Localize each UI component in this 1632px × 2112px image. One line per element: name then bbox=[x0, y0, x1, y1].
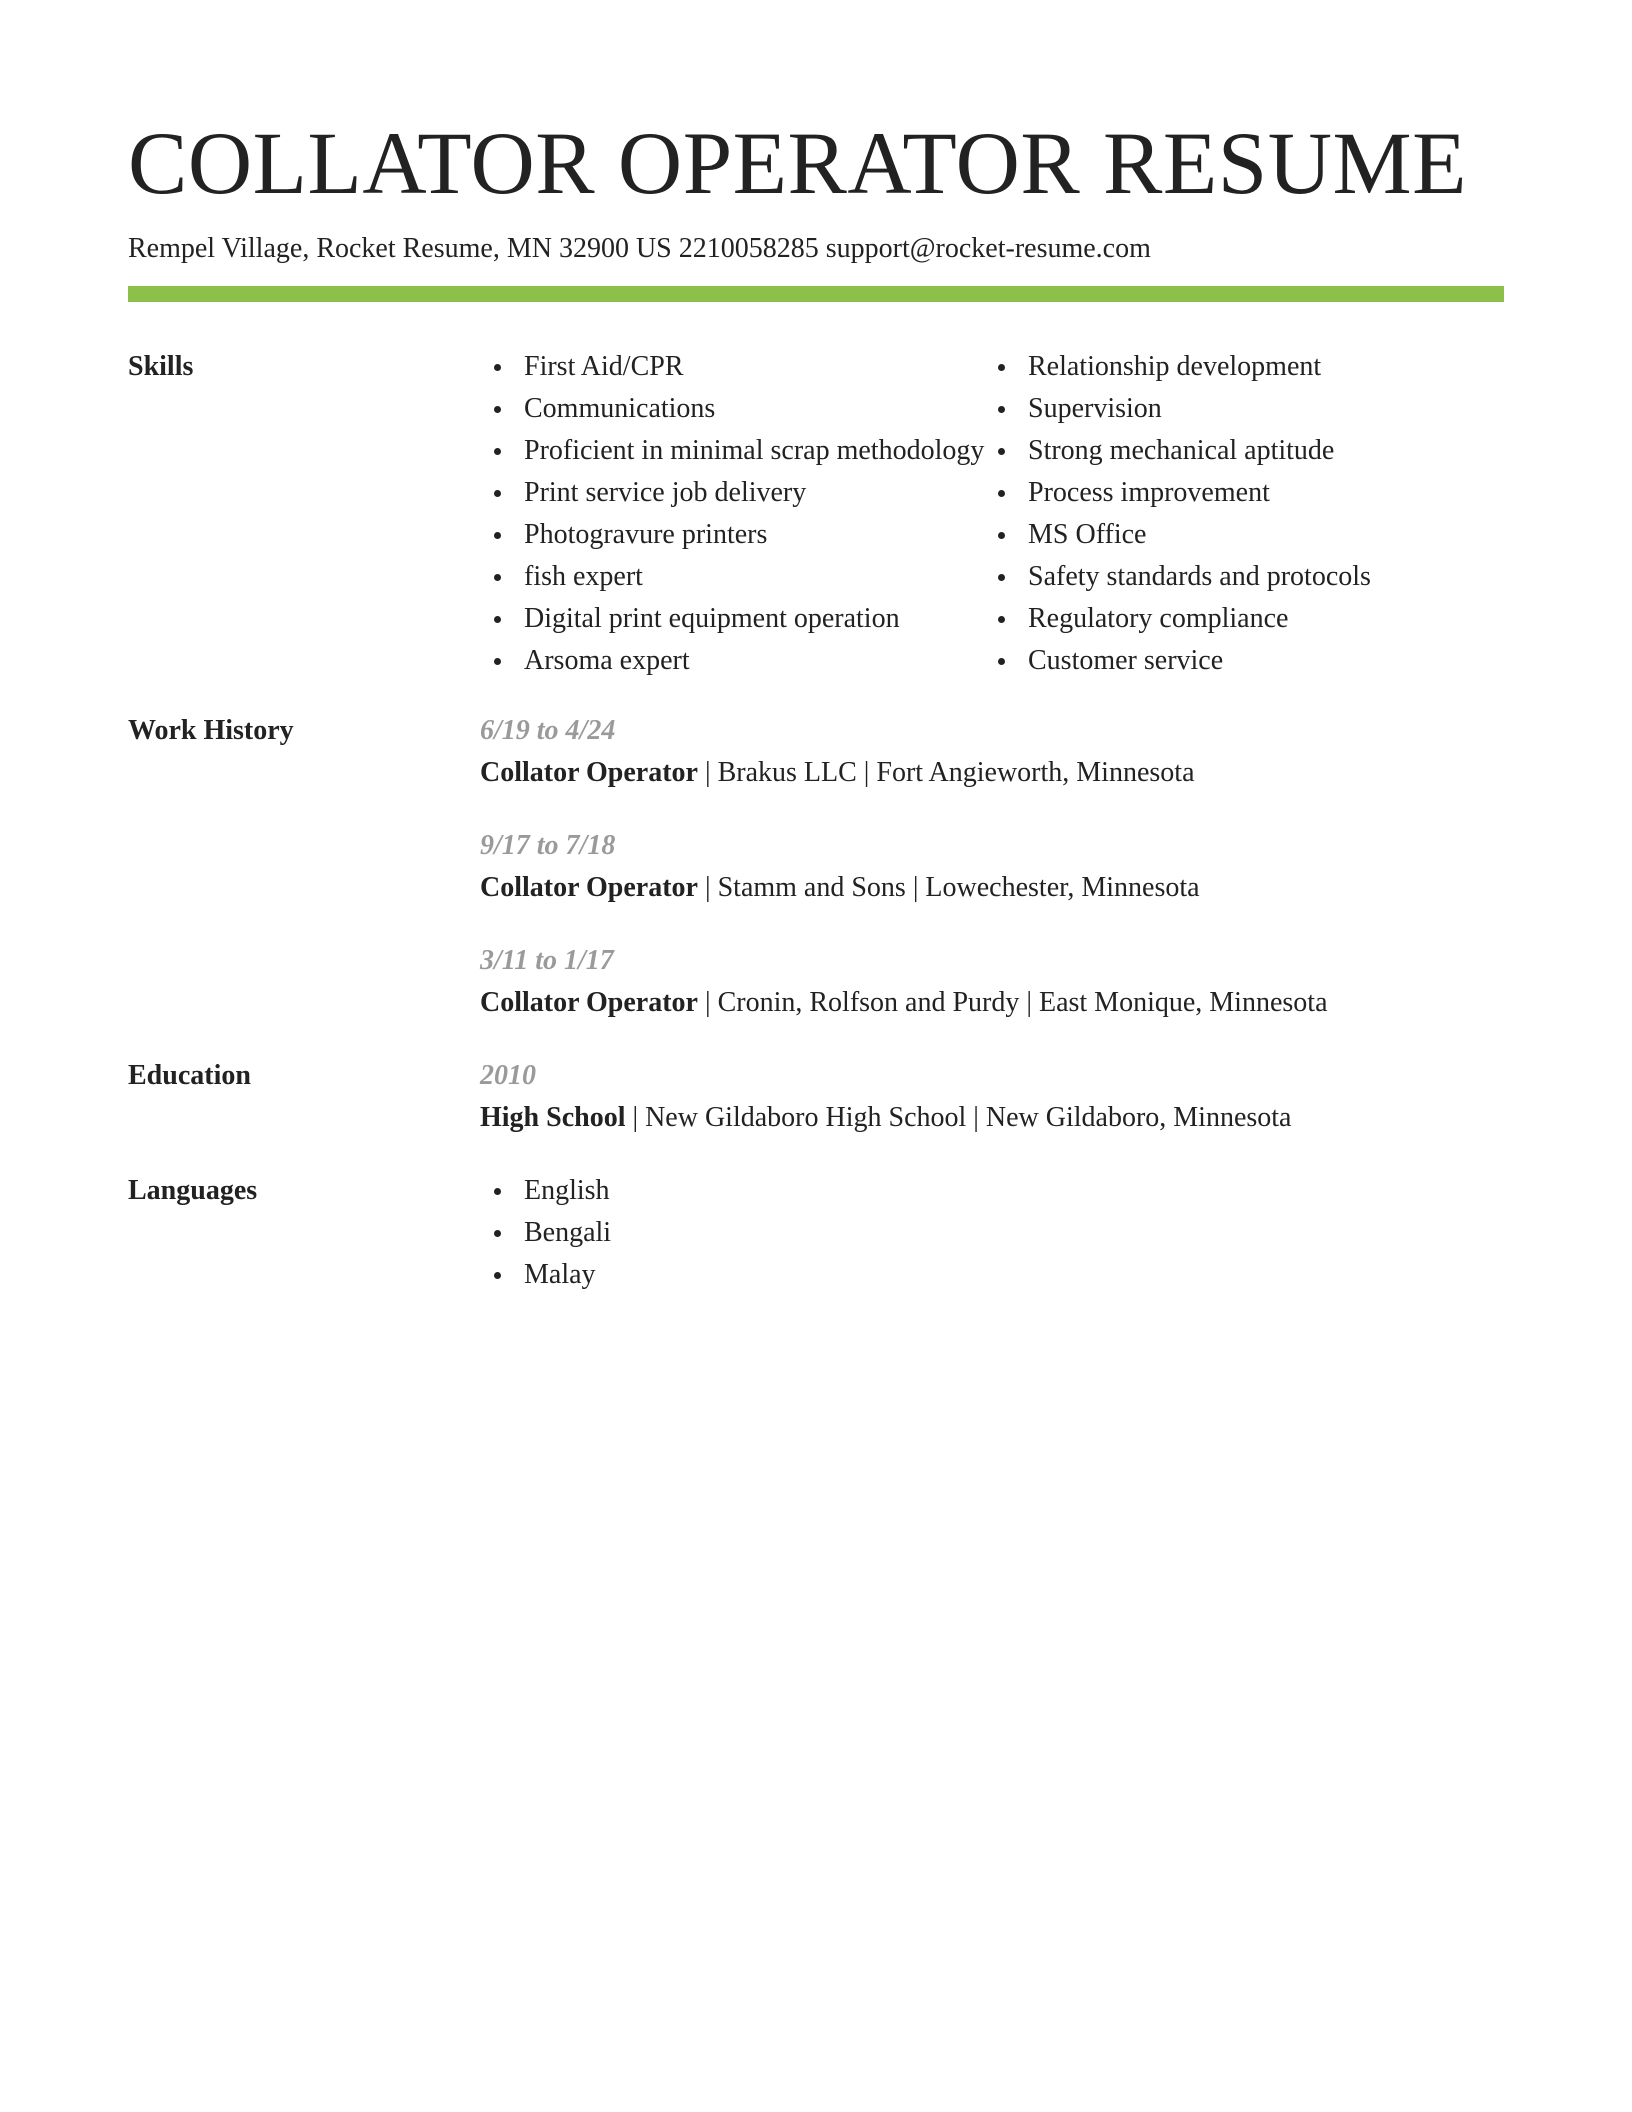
skill-label: Safety standards and protocols bbox=[1028, 561, 1371, 592]
bullet-icon bbox=[998, 658, 1005, 665]
work-entry-line bbox=[480, 982, 1328, 1024]
work-entry bbox=[480, 940, 1328, 1024]
education-entry-dates: 2010 bbox=[480, 1060, 536, 1091]
bullet-icon bbox=[998, 364, 1005, 371]
work-entry-dates: 3/11 to 1/17 bbox=[480, 945, 614, 976]
bullet-icon bbox=[494, 616, 501, 623]
skill-item bbox=[984, 598, 1371, 640]
bullet-icon bbox=[494, 1188, 501, 1195]
skill-label: Communications bbox=[524, 393, 716, 424]
language-label: English bbox=[524, 1175, 610, 1206]
bullet-icon bbox=[494, 490, 501, 497]
skill-label: Strong mechanical aptitude bbox=[1028, 435, 1335, 466]
languages-section bbox=[480, 1170, 1504, 1296]
education-heading: Education bbox=[128, 1060, 251, 1091]
skill-item bbox=[480, 598, 984, 640]
skill-item bbox=[984, 430, 1371, 472]
bullet-icon bbox=[494, 658, 501, 665]
skill-item bbox=[984, 640, 1371, 682]
skill-item bbox=[480, 388, 984, 430]
work-entry-role: Collator Operator bbox=[480, 872, 698, 903]
work-entry-line bbox=[480, 752, 1195, 794]
skill-label: Process improvement bbox=[1028, 477, 1270, 508]
work-entry bbox=[480, 825, 1200, 909]
language-item bbox=[480, 1170, 1504, 1212]
bullet-icon bbox=[998, 490, 1005, 497]
skill-item bbox=[480, 346, 984, 388]
skill-item bbox=[984, 472, 1371, 514]
skill-item bbox=[480, 430, 984, 472]
work-history-heading: Work History bbox=[128, 715, 294, 746]
education-entry-line bbox=[480, 1097, 1291, 1139]
skill-item bbox=[984, 346, 1371, 388]
bullet-icon bbox=[998, 574, 1005, 581]
skill-label: Proficient in minimal scrap methodology bbox=[524, 435, 985, 466]
work-entry-details: | Brakus LLC | Fort Angieworth, Minnesota bbox=[697, 757, 1195, 788]
skill-label: fish expert bbox=[524, 561, 643, 592]
skill-label: Arsoma expert bbox=[524, 645, 690, 676]
work-entry-dates: 9/17 to 7/18 bbox=[480, 830, 616, 861]
bullet-icon bbox=[998, 448, 1005, 455]
skill-item bbox=[984, 514, 1371, 556]
bullet-icon bbox=[494, 1272, 501, 1279]
work-entry bbox=[480, 710, 1195, 794]
skill-item bbox=[480, 472, 984, 514]
contact-line: Rempel Village, Rocket Resume, MN 32900 US 2210058285 support@rocket-resume.com bbox=[128, 233, 1151, 264]
skill-label: Supervision bbox=[1028, 393, 1162, 424]
bullet-icon bbox=[494, 1230, 501, 1237]
skill-label: Relationship development bbox=[1028, 351, 1322, 382]
skills-list-left bbox=[480, 346, 984, 682]
skills-heading: Skills bbox=[128, 351, 194, 382]
education-entry bbox=[480, 1055, 1291, 1139]
skill-label: Photogravure printers bbox=[524, 519, 768, 550]
work-entry-role: Collator Operator bbox=[480, 987, 698, 1018]
skill-item bbox=[480, 514, 984, 556]
skill-label: Customer service bbox=[1028, 645, 1224, 676]
skill-label: Digital print equipment operation bbox=[524, 603, 900, 634]
bullet-icon bbox=[494, 448, 501, 455]
resume-title: COLLATOR OPERATOR RESUME bbox=[128, 115, 1467, 213]
bullet-icon bbox=[998, 616, 1005, 623]
work-entry-line bbox=[480, 867, 1200, 909]
bullet-icon bbox=[494, 574, 501, 581]
work-entry-details: | Cronin, Rolfson and Purdy | East Monique, Minnesota bbox=[697, 987, 1328, 1018]
skill-label: First Aid/CPR bbox=[524, 351, 684, 382]
education-entry-details: | New Gildaboro High School | New Gildaboro, Minnesota bbox=[625, 1102, 1292, 1133]
languages-heading: Languages bbox=[128, 1175, 258, 1206]
bullet-icon bbox=[494, 406, 501, 413]
language-label: Bengali bbox=[524, 1217, 612, 1248]
language-label: Malay bbox=[524, 1259, 596, 1290]
bullet-icon bbox=[494, 364, 501, 371]
skill-item bbox=[480, 640, 984, 682]
education-entry-degree: High School bbox=[480, 1102, 626, 1133]
language-item bbox=[480, 1254, 1504, 1296]
skill-label: MS Office bbox=[1028, 519, 1147, 550]
skill-label: Regulatory compliance bbox=[1028, 603, 1289, 634]
skills-list-right bbox=[984, 346, 1371, 682]
language-item bbox=[480, 1212, 1504, 1254]
skill-item bbox=[984, 388, 1371, 430]
work-entry-role: Collator Operator bbox=[480, 757, 698, 788]
header-divider bbox=[128, 286, 1504, 302]
work-entry-dates: 6/19 to 4/24 bbox=[480, 715, 616, 746]
skill-label: Print service job delivery bbox=[524, 477, 807, 508]
work-entry-details: | Stamm and Sons | Lowechester, Minnesota bbox=[697, 872, 1200, 903]
bullet-icon bbox=[998, 406, 1005, 413]
skill-item bbox=[480, 556, 984, 598]
bullet-icon bbox=[494, 532, 501, 539]
bullet-icon bbox=[998, 532, 1005, 539]
languages-list bbox=[480, 1170, 1504, 1296]
skill-item bbox=[984, 556, 1371, 598]
